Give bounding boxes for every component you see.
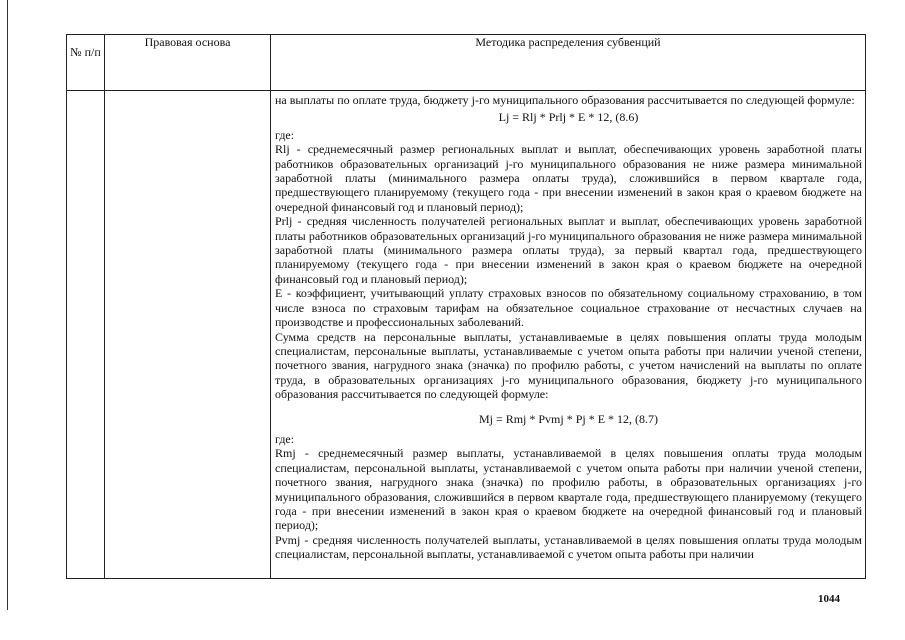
where-label: где: — [275, 127, 295, 142]
formula-8-7: Mj = Rmj * Pvmj * Pj * E * 12, (8.7) — [478, 411, 659, 426]
header-legal-basis: Правовая основа — [105, 35, 271, 91]
header-methodology: Методика распределения субвенций — [271, 35, 866, 91]
definition-e: E - коэффициент, учитывающий уплату страховых взносов по обязательному социальному страхованию, в том числе взноса по страховым тарифам на обязательное социальное страхование от несчастных случаев на производстве и профессиональных заболеваний. — [275, 286, 862, 330]
definition-rl: Rlj - среднемесячный размер региональных выплат и выплат, обеспечивающих уровень заработной платы работников образовательных организаций j-го муниципального образования не ниже размера минимальной заработной платы (минимального размера оплаты труда), сложившийся в первом квартале года, предшествующего планируемому (текущего года - при внесении изменений в закон края о краевом бюджете на очередной финансовый год и плановый период); — [275, 142, 862, 214]
definition-prl: Prlj - средняя численность получателей региональных выплат и выплат, обеспечивающих уровень заработной платы работников образовательных организаций j-го муниципального образования не ниже размера минимальной заработной платы (минимального размера оплаты труда), за первый квартал года, предшествующего планируемому (текущего года - при внесении изменений в закон края о краевом бюджете на очередной финансовый год и плановый период); — [275, 214, 862, 286]
where-label: где: — [275, 431, 295, 446]
table-row — [67, 91, 866, 579]
methodology-cell — [271, 91, 866, 579]
definition-rm: Rmj - среднемесячный размер выплаты, устанавливаемой в целях повышения оплаты труда молодым специалистам, персональной выплаты, устанавливаемой с учетом опыта работы при наличии ученой степени, почетного звания, нагрудного знака (значка) по профилю работы, в образовательных организациях j-го муниципального образования, сложившийся в первом квартале года, предшествующего планируемому (текущего года - при внесении изменений в закон края о краевом бюджете на очередной финансовый год и плановый период); — [275, 446, 862, 533]
header-number: № п/п — [67, 35, 105, 91]
page-number: 1044 — [818, 593, 840, 605]
formula-8-6: Lj = Rlj * Prlj * E * 12, (8.6) — [498, 110, 639, 125]
definition-pvm: Pvmj - средняя численность получателей выплаты, устанавливаемой в целях повышения оплаты труда молодым специалистам, персональной выплаты, устанавливаемой с учетом опыта работы при наличии — [275, 532, 862, 562]
row-number-cell — [67, 91, 105, 579]
paragraph-intro: на выплаты по оплате труда, бюджету j-го муниципального образования рассчитывается по следующей формуле: — [275, 93, 855, 107]
left-margin-line — [7, 0, 8, 610]
legal-basis-cell — [105, 91, 271, 579]
paragraph-personal-payments: Сумма средств на персональные выплаты, устанавливаемые в целях повышения оплаты труда молодым специалистам, персональные выплаты, устанавливаемые с учетом опыта работы при наличии ученой степени, почетного звания, нагрудного знака (значка) по профилю работы, с учетом начислений на выплаты по оплате труда, в образовательных организациях j-го муниципального образования, бюджету j-го муниципального образования рассчитывается по следующей формуле: — [275, 329, 862, 402]
subsidy-methodology-table — [66, 34, 866, 579]
table-header-row — [67, 35, 866, 91]
